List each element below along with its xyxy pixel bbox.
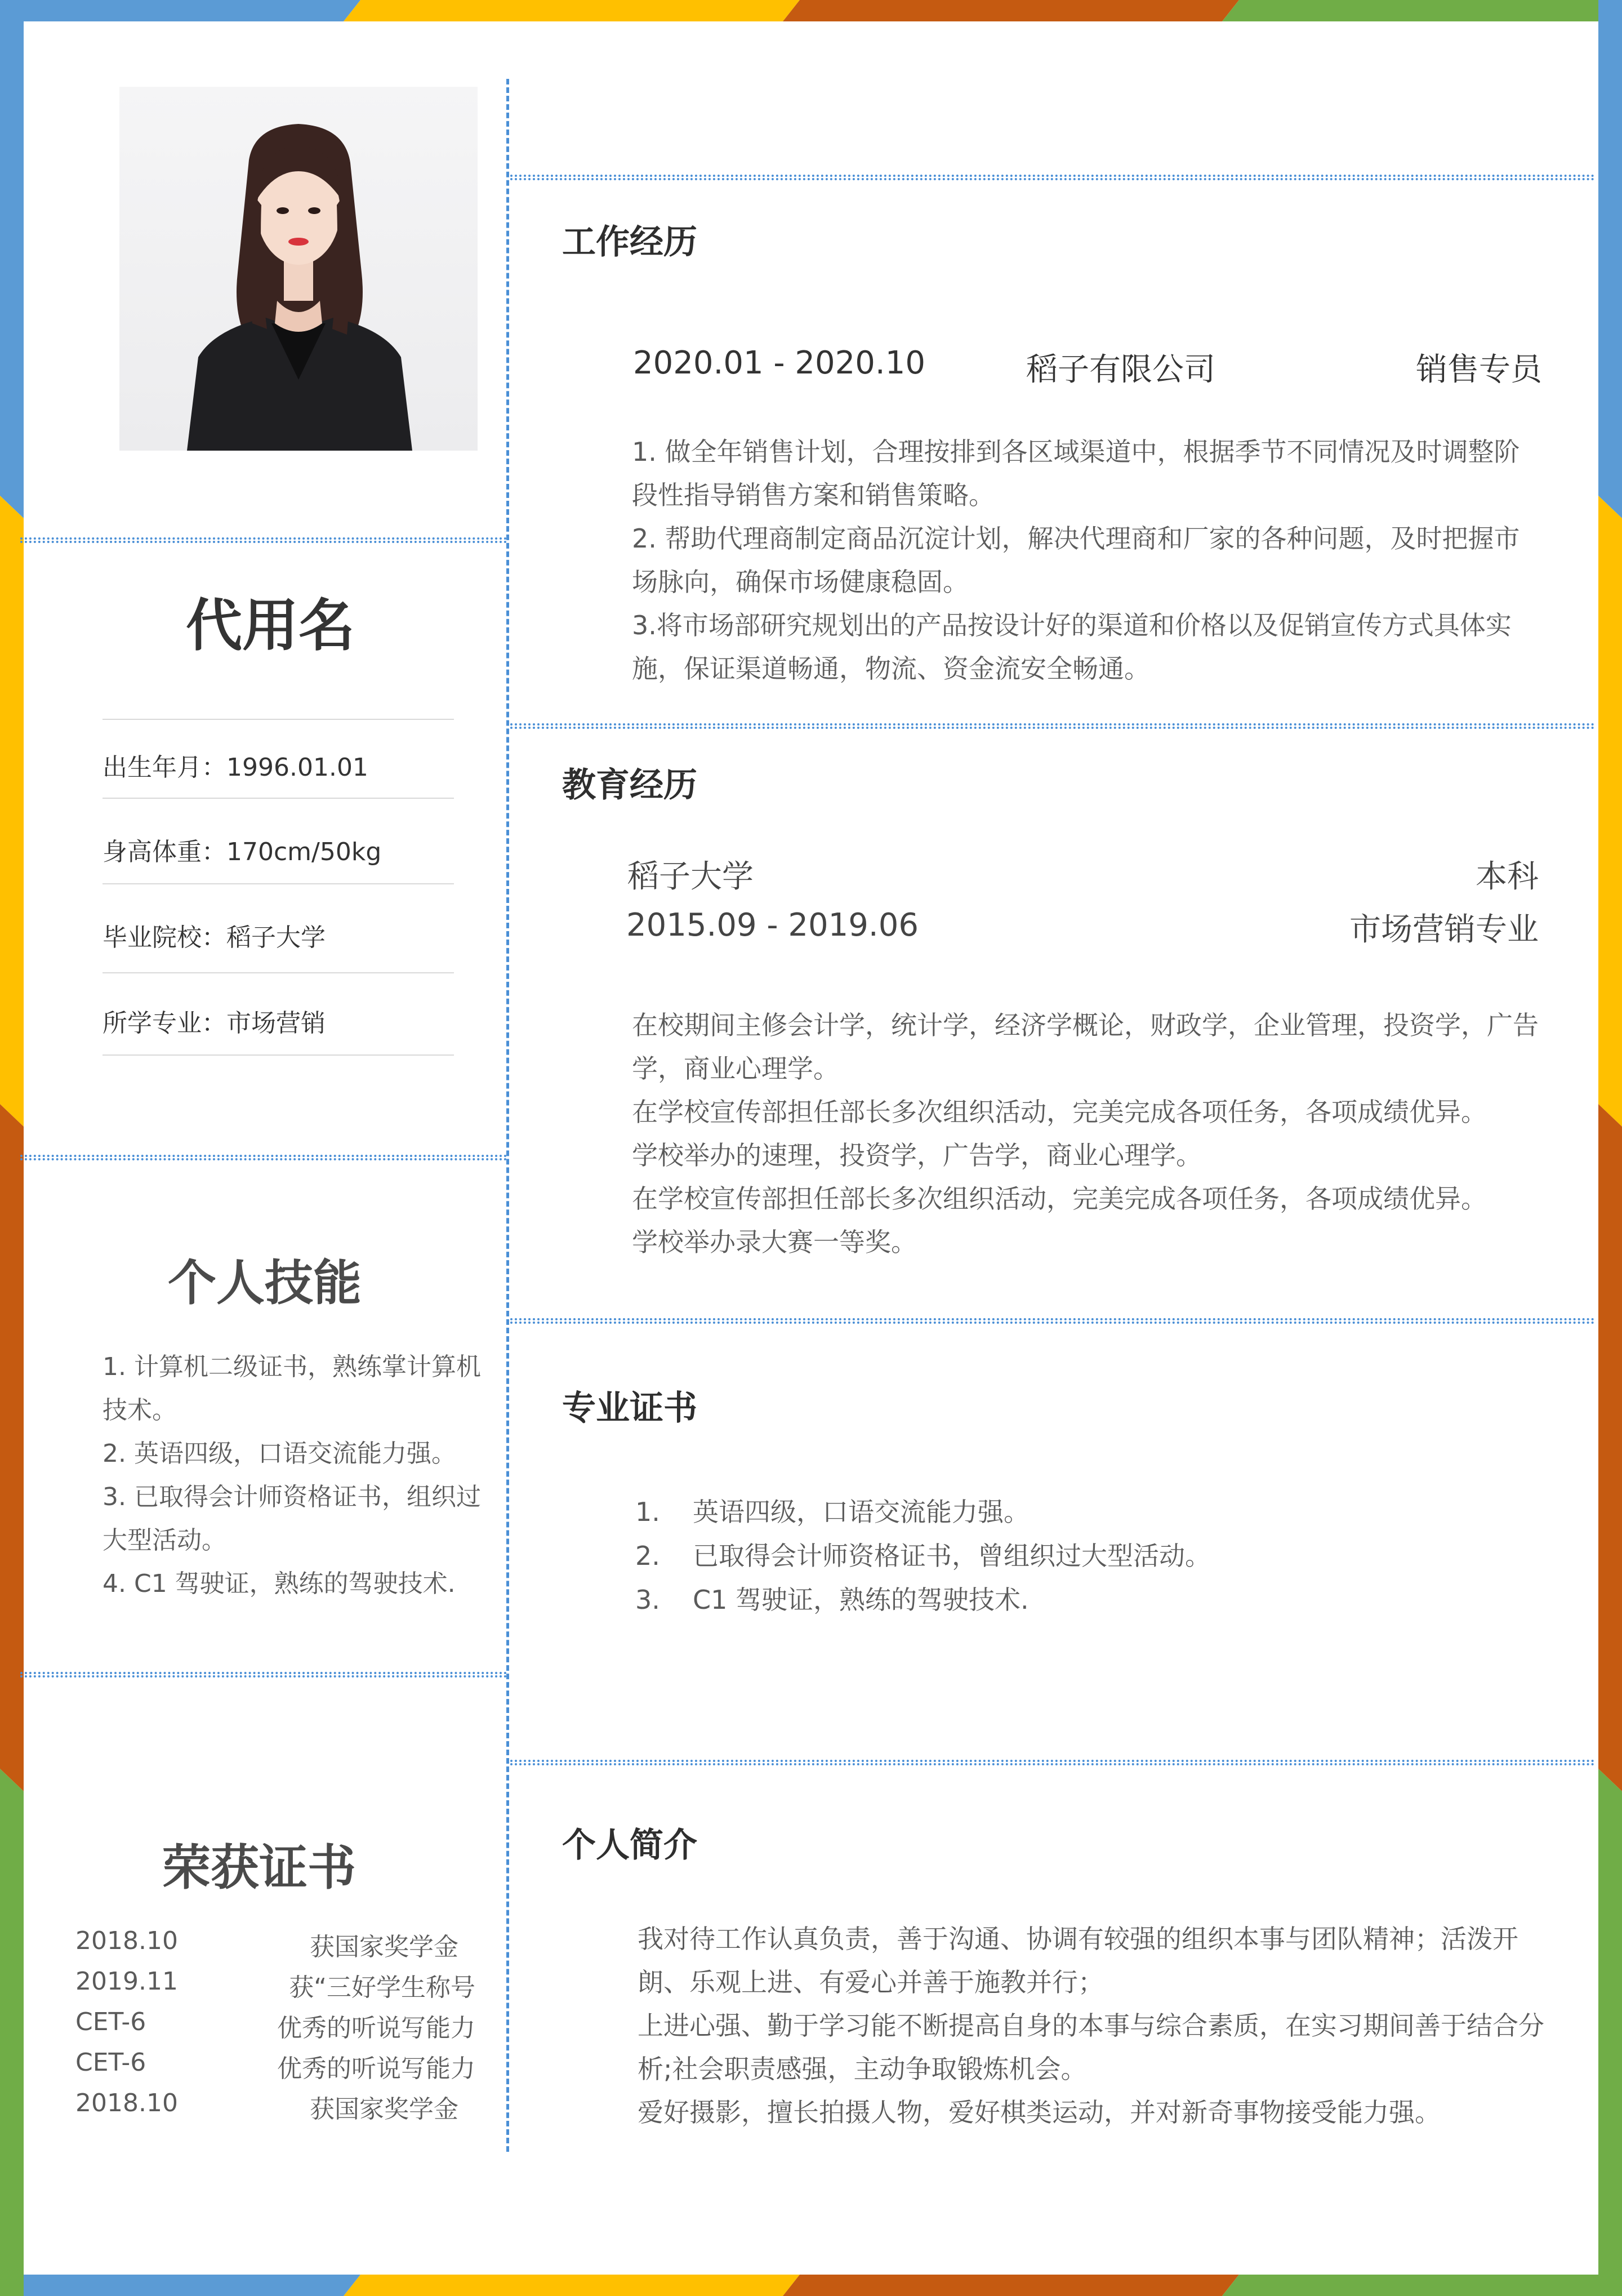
intro-title: 个人简介 bbox=[562, 1826, 697, 1865]
honor-row bbox=[75, 2008, 475, 2048]
edu-date: 2015.09 - 2019.06 bbox=[626, 907, 919, 944]
profile-photo bbox=[119, 87, 478, 451]
honor-date: 2019.11 bbox=[75, 1967, 178, 1996]
honor-row bbox=[75, 2048, 475, 2089]
info-birthdate bbox=[103, 747, 454, 783]
honors-title: 荣获证书 bbox=[162, 1840, 356, 1896]
portrait-photo-icon bbox=[119, 87, 478, 451]
section-divider bbox=[20, 537, 507, 543]
section-divider bbox=[510, 723, 1595, 729]
edu-degree: 本科 bbox=[1476, 858, 1539, 895]
edu-item: 在学校宣传部担任部长多次组织活动，完美完成各项任务，各项成绩优异。 bbox=[632, 1183, 1487, 1214]
intro-description bbox=[638, 1917, 1545, 2134]
certificates-title: 专业证书 bbox=[562, 1389, 697, 1428]
honor-text: 优秀的听说写能力 bbox=[277, 2054, 475, 2083]
edu-item: 在校期间主修会计学，统计学，经济学概论，财政学，企业管理，投资学，广告学，商业心理学。 bbox=[632, 1010, 1539, 1084]
info-rule bbox=[103, 883, 454, 884]
info-height-weight bbox=[103, 831, 454, 867]
honor-row bbox=[75, 1926, 475, 1967]
intro-item: 上进心强、勤于学习能不断提高自身的本事与综合素质，在实习期间善于结合分析;社会职责感强，主动争取锻炼机会。 bbox=[638, 2010, 1544, 2084]
info-value: 1996.01.01 bbox=[226, 753, 368, 782]
job-company: 稻子有限公司 bbox=[1026, 351, 1215, 388]
info-value: 170cm/50kg bbox=[226, 838, 382, 866]
info-rule bbox=[103, 972, 454, 973]
cert-text: 英语四级，口语交流能力强。 bbox=[693, 1497, 1030, 1527]
section-divider bbox=[510, 1760, 1595, 1765]
job-date: 2020.01 - 2020.10 bbox=[633, 345, 925, 381]
edu-major: 市场营销专业 bbox=[1349, 911, 1539, 948]
edu-item: 在学校宣传部担任部长多次组织活动，完美完成各项任务，各项成绩优异。 bbox=[632, 1097, 1487, 1127]
info-label: 身高体重： bbox=[103, 838, 226, 866]
info-rule bbox=[103, 1054, 454, 1056]
edu-item: 学校举办录大赛一等奖。 bbox=[632, 1227, 917, 1257]
cert-item bbox=[635, 1536, 1211, 1573]
info-value: 市场营销 bbox=[226, 1009, 326, 1038]
honor-text: 获“三好学生称号 bbox=[289, 1973, 475, 2002]
section-divider bbox=[20, 1672, 507, 1677]
info-rule bbox=[103, 719, 454, 720]
work-item: 3.将市场部研究规划出的产品按设计好的渠道和价格以及促销宣传方式具体实施，保证渠道畅通，物流、资金流安全畅通。 bbox=[632, 610, 1512, 684]
skill-item: 2. 英语四级，口语交流能力强。 bbox=[103, 1439, 456, 1468]
skill-item: 1. 计算机二级证书，熟练掌计算机技术。 bbox=[103, 1352, 481, 1425]
intro-item: 我对待工作认真负责，善于沟通、协调有较强的组织本事与团队精神；活泼开朗、乐观上进、有爱心并善于施教并行； bbox=[638, 1924, 1518, 1997]
work-item: 1. 做全年销售计划，合理按排到各区域渠道中，根据季节不同情况及时调整阶段性指导销售方案和销售策略。 bbox=[632, 437, 1520, 510]
info-value: 稻子大学 bbox=[226, 923, 326, 952]
cert-text: 已取得会计师资格证书，曾组织过大型活动。 bbox=[693, 1541, 1211, 1571]
honor-row bbox=[75, 2089, 475, 2129]
work-title: 工作经历 bbox=[562, 223, 697, 262]
column-divider bbox=[506, 79, 509, 2152]
work-item: 2. 帮助代理商制定商品沉淀计划，解决代理商和厂家的各种问题，及时把握市场脉向，确保市场健康稳固。 bbox=[632, 523, 1520, 597]
skill-item: 4. C1 驾驶证，熟练的驾驶技术. bbox=[103, 1569, 456, 1598]
edu-school: 稻子大学 bbox=[627, 858, 754, 895]
honor-text: 获国家奖学金 bbox=[310, 2095, 458, 2124]
info-school bbox=[103, 917, 454, 953]
honor-text: 优秀的听说写能力 bbox=[277, 2014, 475, 2043]
section-divider bbox=[510, 175, 1595, 180]
intro-item: 爱好摄影，擅长拍摄人物，爱好棋类运动，并对新奇事物接受能力强。 bbox=[638, 2097, 1441, 2128]
skills-list bbox=[103, 1345, 483, 1605]
work-description bbox=[632, 430, 1544, 691]
profile-name: 代用名 bbox=[186, 593, 355, 658]
skills-title: 个人技能 bbox=[168, 1255, 362, 1311]
honor-text: 获国家奖学金 bbox=[310, 1933, 458, 1961]
education-title: 教育经历 bbox=[562, 766, 697, 805]
honor-row bbox=[75, 1967, 475, 2008]
honor-date: 2018.10 bbox=[75, 1926, 178, 1955]
cert-number: 1. bbox=[635, 1497, 660, 1527]
honor-date: 2018.10 bbox=[75, 2089, 178, 2117]
info-label: 毕业院校： bbox=[103, 923, 226, 952]
cert-item bbox=[635, 1579, 1029, 1617]
cert-number: 3. bbox=[635, 1585, 660, 1615]
job-role: 销售专员 bbox=[1416, 351, 1542, 388]
info-rule bbox=[103, 798, 454, 799]
cert-item bbox=[635, 1492, 1030, 1529]
education-description bbox=[632, 1004, 1544, 1264]
honor-date: CET-6 bbox=[75, 2048, 146, 2077]
info-major bbox=[103, 1003, 454, 1039]
skill-item: 3. 已取得会计师资格证书，组织过大型活动。 bbox=[103, 1483, 481, 1555]
section-divider bbox=[510, 1318, 1595, 1324]
cert-number: 2. bbox=[635, 1541, 660, 1571]
section-divider bbox=[20, 1155, 507, 1160]
info-label: 出生年月： bbox=[103, 753, 226, 782]
edu-item: 学校举办的速理，投资学，广告学，商业心理学。 bbox=[632, 1140, 1202, 1171]
info-label: 所学专业： bbox=[103, 1009, 226, 1038]
honor-date: CET-6 bbox=[75, 2008, 146, 2036]
cert-text: C1 驾驶证，熟练的驾驶技术. bbox=[693, 1585, 1029, 1615]
